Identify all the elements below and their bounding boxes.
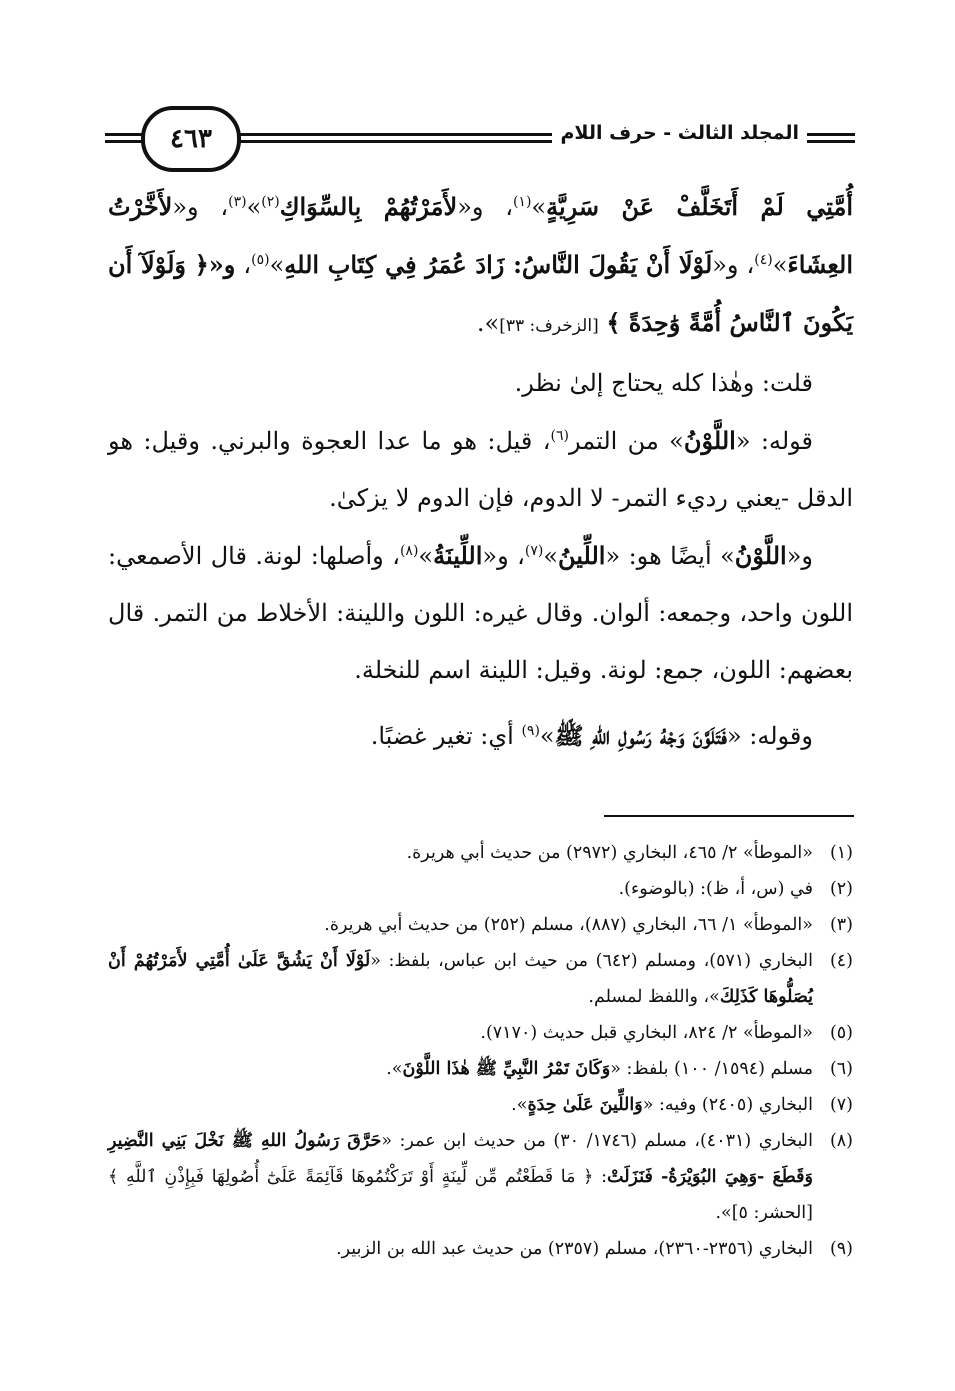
- text: أي: تغير غضبًا.: [370, 722, 522, 750]
- text: ، و«: [457, 193, 513, 221]
- footnote-ref: (١): [512, 194, 532, 210]
- footnote-text: [108, 1051, 813, 1087]
- text: ، و«: [172, 193, 229, 221]
- footnote: [108, 871, 853, 907]
- footnote-number: (٣): [829, 915, 853, 935]
- footnote: [108, 907, 853, 943]
- hadith-text: لَوْلَا أَنْ يَشُقَّ عَلَىٰ أُمَّتِي لأَمَرْتُهُمْ أَنْ يُصَلُّوهَا كَذَلِكَ: [108, 951, 813, 1007]
- footnote-number: (٧): [829, 1095, 853, 1115]
- text: » من التمر: [568, 427, 684, 455]
- text: وقوله: «: [726, 722, 813, 750]
- text: البخاري (٢٤٠٥) وفيه: «: [642, 1095, 813, 1115]
- hadith-text: حَرَّقَ رَسُولُ اللهِ ﷺ نَخْلَ بَنِي النَّضِيرِ وَقَطَعَ -وَهِيَ البُوَيْرَةُ- فَنَزَلَتْ: [108, 1131, 813, 1187]
- footnote-ref: (٤): [754, 252, 773, 268]
- footnote-ref: (٥): [251, 252, 270, 268]
- footnote-number: (٦): [829, 1059, 853, 1079]
- footnote: [108, 1051, 853, 1087]
- footnote-text: «الموطأ» ٢/ ٤٦٥، البخاري (٢٩٧٢) من حديث أبي هريرة.: [406, 843, 813, 863]
- text: مسلم (١٥٩٤/ ١٠٠) بلفظ: «: [610, 1059, 813, 1079]
- footnote: [108, 1015, 853, 1051]
- footnote-number: (٩): [829, 1239, 853, 1259]
- footnote-ref: (٣): [228, 194, 247, 210]
- text: »، واللفظ لمسلم.: [588, 987, 720, 1007]
- text: قوله: «: [735, 427, 814, 455]
- text: ، و«: [482, 542, 525, 570]
- footnote-ref: (٨): [399, 543, 419, 559]
- text: و«: [786, 542, 813, 570]
- text: ».: [511, 1095, 528, 1115]
- footnote-number: (٤): [829, 951, 853, 971]
- text: البخاري (٥٧١)، ومسلم (٦٤٢) من حيث ابن عباس، بلفظ: «: [370, 951, 813, 971]
- text: ».: [476, 309, 500, 337]
- footnotes: [108, 835, 853, 1267]
- running-title: المجلد الثالث - حرف اللام: [552, 122, 807, 144]
- hadith-text: لأَمَرْتُهُمْ بِالسِّوَاكِ: [279, 192, 458, 221]
- text: » أيضًا هو: «: [605, 542, 735, 570]
- footnote-number: (٢): [829, 879, 853, 899]
- quran-verse: و«﴿ وَلَوْلَآ أَن يَكُونَ ٱلنَّاسُ أُمَّةً وَٰحِدَةً ﴾: [108, 250, 853, 337]
- hadith-text: وَكَانَ تَمْرُ النَّبِيِّ ﷺ هٰذَا اللَّوْنَ: [402, 1059, 611, 1079]
- headword: اللِّينُ: [558, 541, 606, 570]
- footnote: [108, 943, 853, 1015]
- paragraph-continuation: أُمَّتِي لَمْ أَتَخَلَّفْ عَنْ سَرِيَّةٍ»$^{(١)}$، و«لأَمَرْتُهُمْ بِالسِّوَاكِ$^{(٢)}$»$^{(٣)}$، و«لأَخَّرْتُ العِشَاءَ»$^{(٤)}$، و«لَوْلَا أَنْ يَقُولَ النَّاسُ: زَادَ عُمَرُ فِي كِتَابِ اللهِ»$^{(٥)}$، و«﴿ وَلَوْلَآ أَن يَكُونَ ٱلنَّاسُ أُمَّةً وَٰحِدَةً ﴾ [الزخرف: ٣٣]».: [108, 192, 854, 337]
- footnote-text: [108, 943, 813, 1015]
- footnote-number: (٨): [829, 1131, 853, 1151]
- hadith-text: لَوْلَا أَنْ يَقُولَ النَّاسُ: زَادَ عُمَرُ فِي كِتَابِ اللهِ: [284, 250, 713, 279]
- text: ».: [386, 1059, 403, 1079]
- text: ، قيل: هو ما عدا العجوة والبرني. وقيل: هو الدقل -يعني رديء التمر- لا الدوم، فإن الدوم لا يزكىٰ.: [108, 427, 853, 512]
- header-rule: [105, 140, 145, 143]
- text: ، وأصلها: لونة. قال الأصمعي: اللون واحد، وجمعه: ألوان. وقال غيره: اللون واللينة: الأخلاط من التمر. قال بعضهم: اللون، جمع: لونة. وقيل: اللينة اسم للنخلة.: [108, 542, 853, 684]
- hadith-text: وَاللِّينَ عَلَىٰ حِدَةٍ: [527, 1095, 643, 1115]
- text: ، و«: [712, 251, 755, 279]
- footnote-number: (١): [829, 843, 853, 863]
- body-text: [108, 178, 853, 765]
- hadith-text: لأَخَّرْتُ: [108, 192, 173, 221]
- footnote: [108, 1123, 853, 1231]
- headword: اللِّينَةُ: [433, 541, 483, 570]
- footnote-number: (٥): [829, 1023, 853, 1043]
- footnote-text: «الموطأ» ١/ ٦٦، البخاري (٨٨٧)، مسلم (٢٥٢) من حديث أبي هريرة.: [324, 915, 813, 935]
- footnote: [108, 1087, 853, 1123]
- headword: فَتَلَوَّنَ وَجْهُ رَسُولِ اللهِ ﷺ: [554, 721, 727, 750]
- footnote-ref: (٧): [524, 543, 544, 559]
- page-number: ٤٦٣: [141, 106, 241, 172]
- paragraph: قلت: وهٰذا كله يحتاج إلىٰ نظر.: [514, 369, 813, 397]
- footnote-ref: (٩): [521, 723, 540, 739]
- footnote-text: «الموطأ» ٢/ ٨٢٤، البخاري قبل حديث (٧١٧٠).: [480, 1023, 813, 1043]
- footnote-ref: (٢): [261, 194, 280, 210]
- headword: اللَّوْنُ: [734, 541, 787, 570]
- footnote: [108, 1231, 853, 1267]
- footnote-ref: (٦): [550, 428, 569, 444]
- hadith-text: أُمَّتِي لَمْ أَتَخَلَّفْ عَنْ سَرِيَّةٍ: [546, 192, 854, 221]
- headword: اللَّوْنُ: [683, 426, 736, 455]
- footnote-text: البخاري (٢٣٥٦-٢٣٦٠)، مسلم (٢٣٥٧) من حديث عبد الله بن الزبير.: [336, 1239, 813, 1259]
- text: البخاري (٤٠٣١)، مسلم (١٧٤٦/ ٣٠) من حديث ابن عمر: «: [381, 1131, 813, 1151]
- header-rule: [105, 133, 145, 136]
- footnote-text: [108, 1123, 813, 1231]
- text: : ﴿ مَا قَطَعْتُم مِّن لِّينَةٍ أَوْ تَرَكْتُمُوهَا قَآئِمَةً عَلَىٰٓ أُصُولِهَا فَبِإِذْنِ ٱللَّهِ ﴾ [الحشر: ٥]».: [108, 1167, 813, 1223]
- page-header: [105, 96, 855, 176]
- footnote: [108, 835, 853, 871]
- paragraph: وقوله: «فَتَلَوَّنَ وَجْهُ رَسُولِ اللهِ ﷺ»$^{(٩)}$ أي: تغير غضبًا.: [370, 721, 813, 750]
- footnote-text: [108, 1087, 813, 1123]
- verse-reference: [الزخرف: ٣٣]: [499, 316, 599, 336]
- footnote-separator: [604, 815, 854, 817]
- footnote-text: في (س، أ، ظ): (بالوضوء).: [618, 879, 813, 899]
- paragraph: [108, 412, 853, 527]
- paragraph: و«اللَّوْنُ» أيضًا هو: «اللِّينُ»$^{(٧)}$، و«اللِّينَةُ»$^{(٨)}$، وأصلها: لونة. قال الأصمعي: اللون واحد، وجمعه: ألوان. وقال غيره: اللون واللينة: الأخلاط من التمر. قال بعضهم: اللون، جمع: لونة. وقيل: اللينة اسم للنخلة.: [108, 541, 853, 684]
- hadith-text: العِشَاءَ: [787, 250, 853, 279]
